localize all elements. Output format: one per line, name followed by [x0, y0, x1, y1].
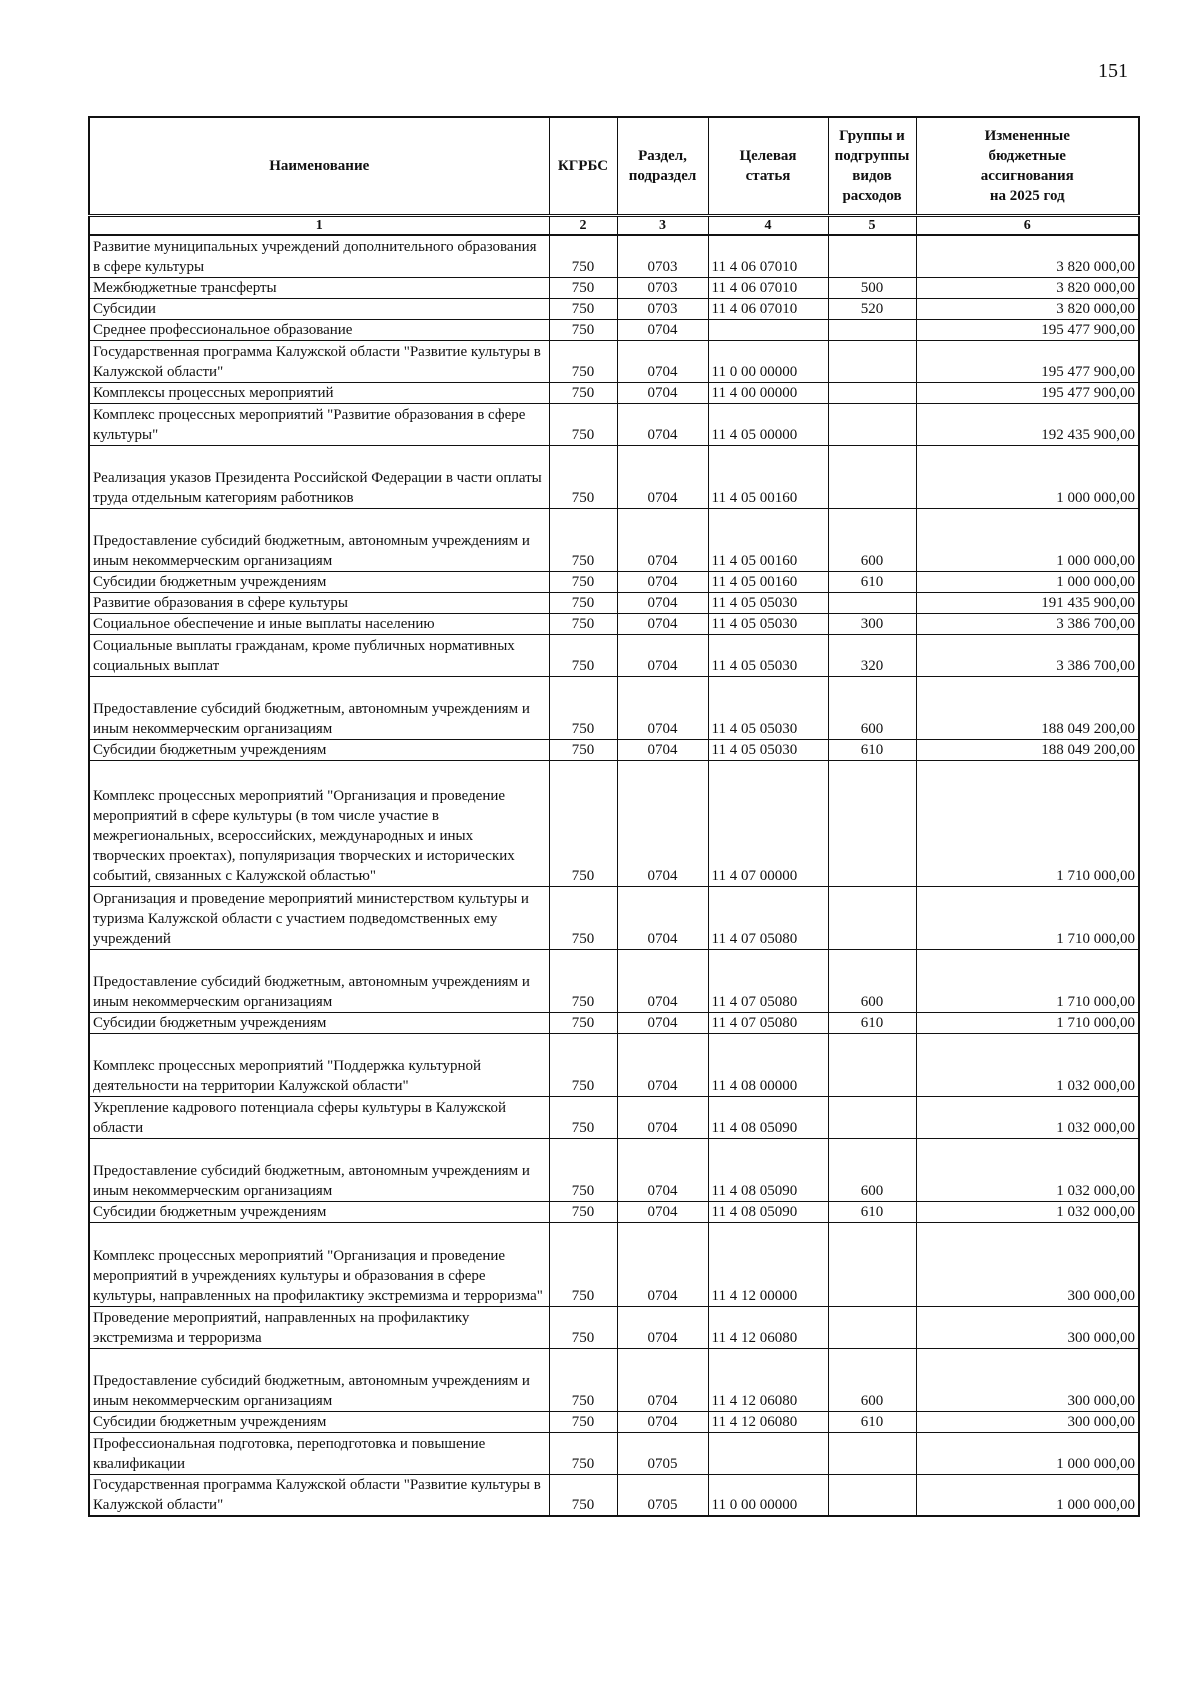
row-name-cell: Проведение мероприятий, направленных на профилактику экстремизма и терроризма: [89, 1306, 549, 1348]
row-name-cell: Социальное обеспечение и иные выплаты населению: [89, 613, 549, 634]
row-amount-cell: 3 386 700,00: [916, 634, 1139, 676]
row-amount-cell: 3 386 700,00: [916, 613, 1139, 634]
row-section-cell: 0704: [617, 634, 708, 676]
row-group-cell: 300: [828, 613, 916, 634]
table-row: [89, 1411, 1139, 1432]
row-amount-cell: 1 000 000,00: [916, 445, 1139, 508]
column-number: 6: [916, 216, 1139, 236]
row-kgrbs-cell: 750: [549, 340, 617, 382]
row-section-cell: 0704: [617, 739, 708, 760]
row-article-cell: 11 4 07 05080: [708, 949, 828, 1012]
row-group-cell: 600: [828, 1348, 916, 1411]
column-number: 2: [549, 216, 617, 236]
row-section-cell: 0704: [617, 1012, 708, 1033]
table-row: [89, 571, 1139, 592]
table-row: [89, 445, 1139, 508]
header-kgrbs: КГРБС: [549, 117, 617, 216]
row-kgrbs-cell: 750: [549, 613, 617, 634]
row-amount-cell: 1 000 000,00: [916, 1474, 1139, 1516]
row-name-cell: Субсидии бюджетным учреждениям: [89, 571, 549, 592]
row-group-cell: 500: [828, 277, 916, 298]
table-row: [89, 739, 1139, 760]
table-row: [89, 592, 1139, 613]
row-name-cell: Комплекс процессных мероприятий "Организация и проведение мероприятий в учреждениях культуры и образования в сфере культуры, направленных на профилактику экстремизма и терроризма": [89, 1222, 549, 1306]
row-name-cell: Среднее профессиональное образование: [89, 319, 549, 340]
row-group-cell: 610: [828, 739, 916, 760]
row-name-cell: Развитие муниципальных учреждений дополнительного образования в сфере культуры: [89, 235, 549, 277]
row-kgrbs-cell: 750: [549, 445, 617, 508]
row-kgrbs-cell: 750: [549, 277, 617, 298]
row-name-cell: Социальные выплаты гражданам, кроме публичных нормативных социальных выплат: [89, 634, 549, 676]
row-group-cell: [828, 1432, 916, 1474]
budget-table-container: [88, 116, 1138, 1517]
row-amount-cell: 188 049 200,00: [916, 739, 1139, 760]
header-row: [89, 117, 1139, 216]
row-article-cell: 11 4 00 00000: [708, 382, 828, 403]
row-amount-cell: 3 820 000,00: [916, 235, 1139, 277]
row-kgrbs-cell: 750: [549, 1348, 617, 1411]
row-amount-cell: 1 032 000,00: [916, 1033, 1139, 1096]
row-name-cell: Предоставление субсидий бюджетным, автономным учреждениям и иным некоммерческим организациям: [89, 1138, 549, 1201]
row-kgrbs-cell: 750: [549, 1306, 617, 1348]
row-section-cell: 0704: [617, 508, 708, 571]
row-kgrbs-cell: 750: [549, 886, 617, 949]
row-group-cell: [828, 1222, 916, 1306]
row-article-cell: 11 4 06 07010: [708, 277, 828, 298]
row-section-cell: 0704: [617, 382, 708, 403]
row-amount-cell: 1 000 000,00: [916, 508, 1139, 571]
row-section-cell: 0704: [617, 1222, 708, 1306]
row-group-cell: [828, 886, 916, 949]
row-group-cell: [828, 235, 916, 277]
row-section-cell: 0704: [617, 1033, 708, 1096]
table-row: [89, 277, 1139, 298]
row-group-cell: 600: [828, 508, 916, 571]
row-article-cell: 11 4 08 05090: [708, 1201, 828, 1222]
row-name-cell: Субсидии бюджетным учреждениям: [89, 1012, 549, 1033]
row-name-cell: Субсидии бюджетным учреждениям: [89, 1201, 549, 1222]
header-name: Наименование: [89, 117, 549, 216]
row-name-cell: Комплекс процессных мероприятий "Организация и проведение мероприятий в сфере культуры (в том числе участие в межрегиональных, всероссийских, международных и иных творческих проектах), популяризация творческих и исторических событий, связанных с Калужской областью": [89, 760, 549, 886]
row-article-cell: 11 4 06 07010: [708, 298, 828, 319]
row-name-cell: Предоставление субсидий бюджетным, автономным учреждениям и иным некоммерческим организациям: [89, 508, 549, 571]
row-article-cell: 11 4 05 05030: [708, 613, 828, 634]
table-row: [89, 319, 1139, 340]
row-article-cell: 11 4 08 05090: [708, 1096, 828, 1138]
row-kgrbs-cell: 750: [549, 1474, 617, 1516]
row-name-cell: Реализация указов Президента Российской Федерации в части оплаты труда отдельным категориям работников: [89, 445, 549, 508]
row-article-cell: 11 4 12 06080: [708, 1306, 828, 1348]
row-section-cell: 0704: [617, 403, 708, 445]
column-number: 5: [828, 216, 916, 236]
table-row: [89, 1348, 1139, 1411]
row-kgrbs-cell: 750: [549, 739, 617, 760]
table-row: [89, 298, 1139, 319]
row-group-cell: 320: [828, 634, 916, 676]
row-article-cell: 11 4 12 06080: [708, 1348, 828, 1411]
row-amount-cell: 195 477 900,00: [916, 382, 1139, 403]
row-amount-cell: 1 710 000,00: [916, 760, 1139, 886]
row-group-cell: 600: [828, 676, 916, 739]
row-article-cell: 11 4 12 00000: [708, 1222, 828, 1306]
row-group-cell: 600: [828, 1138, 916, 1201]
row-article-cell: 11 4 07 05080: [708, 1012, 828, 1033]
row-group-cell: 520: [828, 298, 916, 319]
row-article-cell: [708, 1432, 828, 1474]
row-article-cell: 11 0 00 00000: [708, 1474, 828, 1516]
row-section-cell: 0704: [617, 676, 708, 739]
row-amount-cell: 188 049 200,00: [916, 676, 1139, 739]
row-kgrbs-cell: 750: [549, 319, 617, 340]
row-name-cell: Государственная программа Калужской области "Развитие культуры в Калужской области": [89, 1474, 549, 1516]
row-group-cell: [828, 1474, 916, 1516]
table-row: [89, 382, 1139, 403]
row-kgrbs-cell: 750: [549, 1411, 617, 1432]
table-row: [89, 634, 1139, 676]
row-kgrbs-cell: 750: [549, 508, 617, 571]
row-group-cell: 610: [828, 1411, 916, 1432]
row-section-cell: 0704: [617, 1411, 708, 1432]
table-row: [89, 1033, 1139, 1096]
row-section-cell: 0704: [617, 1096, 708, 1138]
row-group-cell: [828, 445, 916, 508]
table-row: [89, 949, 1139, 1012]
row-amount-cell: 1 710 000,00: [916, 1012, 1139, 1033]
row-name-cell: Комплекс процессных мероприятий "Поддержка культурной деятельности на территории Калужской области": [89, 1033, 549, 1096]
row-group-cell: 600: [828, 949, 916, 1012]
row-kgrbs-cell: 750: [549, 1432, 617, 1474]
row-article-cell: 11 4 05 00160: [708, 445, 828, 508]
row-group-cell: [828, 592, 916, 613]
table-row: [89, 340, 1139, 382]
row-name-cell: Субсидии бюджетным учреждениям: [89, 1411, 549, 1432]
column-number: 4: [708, 216, 828, 236]
row-section-cell: 0703: [617, 235, 708, 277]
row-section-cell: 0704: [617, 949, 708, 1012]
table-row: [89, 1012, 1139, 1033]
row-amount-cell: 300 000,00: [916, 1222, 1139, 1306]
row-section-cell: 0704: [617, 613, 708, 634]
row-group-cell: [828, 319, 916, 340]
row-kgrbs-cell: 750: [549, 1033, 617, 1096]
row-amount-cell: 300 000,00: [916, 1348, 1139, 1411]
table-row: [89, 1432, 1139, 1474]
row-amount-cell: 1 032 000,00: [916, 1201, 1139, 1222]
column-number: 1: [89, 216, 549, 236]
row-amount-cell: 3 820 000,00: [916, 298, 1139, 319]
row-kgrbs-cell: 750: [549, 298, 617, 319]
row-amount-cell: 3 820 000,00: [916, 277, 1139, 298]
row-article-cell: 11 4 05 05030: [708, 739, 828, 760]
row-article-cell: 11 4 05 00000: [708, 403, 828, 445]
row-article-cell: 11 0 00 00000: [708, 340, 828, 382]
row-group-cell: [828, 403, 916, 445]
budget-table: [88, 116, 1140, 1517]
row-kgrbs-cell: 750: [549, 235, 617, 277]
row-kgrbs-cell: 750: [549, 1096, 617, 1138]
row-amount-cell: 1 000 000,00: [916, 571, 1139, 592]
row-amount-cell: 195 477 900,00: [916, 340, 1139, 382]
row-section-cell: 0703: [617, 277, 708, 298]
row-name-cell: Развитие образования в сфере культуры: [89, 592, 549, 613]
row-section-cell: 0703: [617, 298, 708, 319]
row-section-cell: 0704: [617, 1306, 708, 1348]
header-article: Целевая статья: [708, 117, 828, 216]
row-kgrbs-cell: 750: [549, 403, 617, 445]
row-group-cell: [828, 1033, 916, 1096]
row-article-cell: 11 4 07 00000: [708, 760, 828, 886]
row-article-cell: [708, 319, 828, 340]
column-number: 3: [617, 216, 708, 236]
table-row: [89, 508, 1139, 571]
header-groups: Группы и подгруппы видов расходов: [828, 117, 916, 216]
header-amount: Измененные бюджетные ассигнования на 2025 год: [916, 117, 1139, 216]
row-kgrbs-cell: 750: [549, 634, 617, 676]
row-kgrbs-cell: 750: [549, 571, 617, 592]
table-row: [89, 613, 1139, 634]
row-amount-cell: 1 000 000,00: [916, 1432, 1139, 1474]
row-amount-cell: 191 435 900,00: [916, 592, 1139, 613]
row-group-cell: [828, 760, 916, 886]
row-article-cell: 11 4 05 05030: [708, 592, 828, 613]
row-section-cell: 0704: [617, 592, 708, 613]
row-amount-cell: 192 435 900,00: [916, 403, 1139, 445]
row-group-cell: [828, 340, 916, 382]
row-amount-cell: 1 032 000,00: [916, 1138, 1139, 1201]
row-name-cell: Государственная программа Калужской области "Развитие культуры в Калужской области": [89, 340, 549, 382]
row-kgrbs-cell: 750: [549, 1222, 617, 1306]
row-name-cell: Предоставление субсидий бюджетным, автономным учреждениям и иным некоммерческим организациям: [89, 949, 549, 1012]
row-article-cell: 11 4 05 05030: [708, 676, 828, 739]
row-section-cell: 0704: [617, 571, 708, 592]
row-article-cell: 11 4 05 00160: [708, 508, 828, 571]
row-section-cell: 0704: [617, 1201, 708, 1222]
row-section-cell: 0704: [617, 340, 708, 382]
row-amount-cell: 1 710 000,00: [916, 949, 1139, 1012]
row-name-cell: Укрепление кадрового потенциала сферы культуры в Калужской области: [89, 1096, 549, 1138]
row-name-cell: Комплекс процессных мероприятий "Развитие образования в сфере культуры": [89, 403, 549, 445]
row-section-cell: 0705: [617, 1474, 708, 1516]
row-group-cell: [828, 382, 916, 403]
page-number: 151: [1098, 60, 1128, 82]
row-article-cell: 11 4 08 00000: [708, 1033, 828, 1096]
header-section: Раздел, подраздел: [617, 117, 708, 216]
row-article-cell: 11 4 06 07010: [708, 235, 828, 277]
row-amount-cell: 1 710 000,00: [916, 886, 1139, 949]
row-name-cell: Организация и проведение мероприятий министерством культуры и туризма Калужской области с участием подведомственных ему учреждений: [89, 886, 549, 949]
column-number-row: [89, 216, 1139, 236]
row-kgrbs-cell: 750: [549, 676, 617, 739]
table-row: [89, 886, 1139, 949]
row-kgrbs-cell: 750: [549, 1201, 617, 1222]
table-row: [89, 1474, 1139, 1516]
row-amount-cell: 195 477 900,00: [916, 319, 1139, 340]
row-section-cell: 0704: [617, 886, 708, 949]
table-row: [89, 1138, 1139, 1201]
row-kgrbs-cell: 750: [549, 382, 617, 403]
row-section-cell: 0704: [617, 319, 708, 340]
row-name-cell: Предоставление субсидий бюджетным, автономным учреждениям и иным некоммерческим организациям: [89, 1348, 549, 1411]
row-group-cell: 610: [828, 571, 916, 592]
row-kgrbs-cell: 750: [549, 1012, 617, 1033]
row-group-cell: [828, 1096, 916, 1138]
row-name-cell: Субсидии бюджетным учреждениям: [89, 739, 549, 760]
row-article-cell: 11 4 05 00160: [708, 571, 828, 592]
row-kgrbs-cell: 750: [549, 1138, 617, 1201]
row-section-cell: 0705: [617, 1432, 708, 1474]
row-article-cell: 11 4 12 06080: [708, 1411, 828, 1432]
row-kgrbs-cell: 750: [549, 592, 617, 613]
row-name-cell: Профессиональная подготовка, переподготовка и повышение квалификации: [89, 1432, 549, 1474]
row-article-cell: 11 4 05 05030: [708, 634, 828, 676]
row-name-cell: Межбюджетные трансферты: [89, 277, 549, 298]
table-row: [89, 1096, 1139, 1138]
row-group-cell: 610: [828, 1201, 916, 1222]
row-name-cell: Комплексы процессных мероприятий: [89, 382, 549, 403]
row-group-cell: [828, 1306, 916, 1348]
row-article-cell: 11 4 07 05080: [708, 886, 828, 949]
table-row: [89, 760, 1139, 886]
row-article-cell: 11 4 08 05090: [708, 1138, 828, 1201]
table-row: [89, 403, 1139, 445]
row-section-cell: 0704: [617, 760, 708, 886]
row-kgrbs-cell: 750: [549, 760, 617, 886]
table-row: [89, 1306, 1139, 1348]
row-section-cell: 0704: [617, 1138, 708, 1201]
row-kgrbs-cell: 750: [549, 949, 617, 1012]
table-body: [89, 235, 1139, 1516]
table-row: [89, 676, 1139, 739]
row-group-cell: 610: [828, 1012, 916, 1033]
table-row: [89, 1222, 1139, 1306]
table-row: [89, 1201, 1139, 1222]
row-amount-cell: 300 000,00: [916, 1411, 1139, 1432]
row-section-cell: 0704: [617, 1348, 708, 1411]
row-section-cell: 0704: [617, 445, 708, 508]
row-name-cell: Предоставление субсидий бюджетным, автономным учреждениям и иным некоммерческим организациям: [89, 676, 549, 739]
row-amount-cell: 1 032 000,00: [916, 1096, 1139, 1138]
row-amount-cell: 300 000,00: [916, 1306, 1139, 1348]
row-name-cell: Субсидии: [89, 298, 549, 319]
table-row: [89, 235, 1139, 277]
